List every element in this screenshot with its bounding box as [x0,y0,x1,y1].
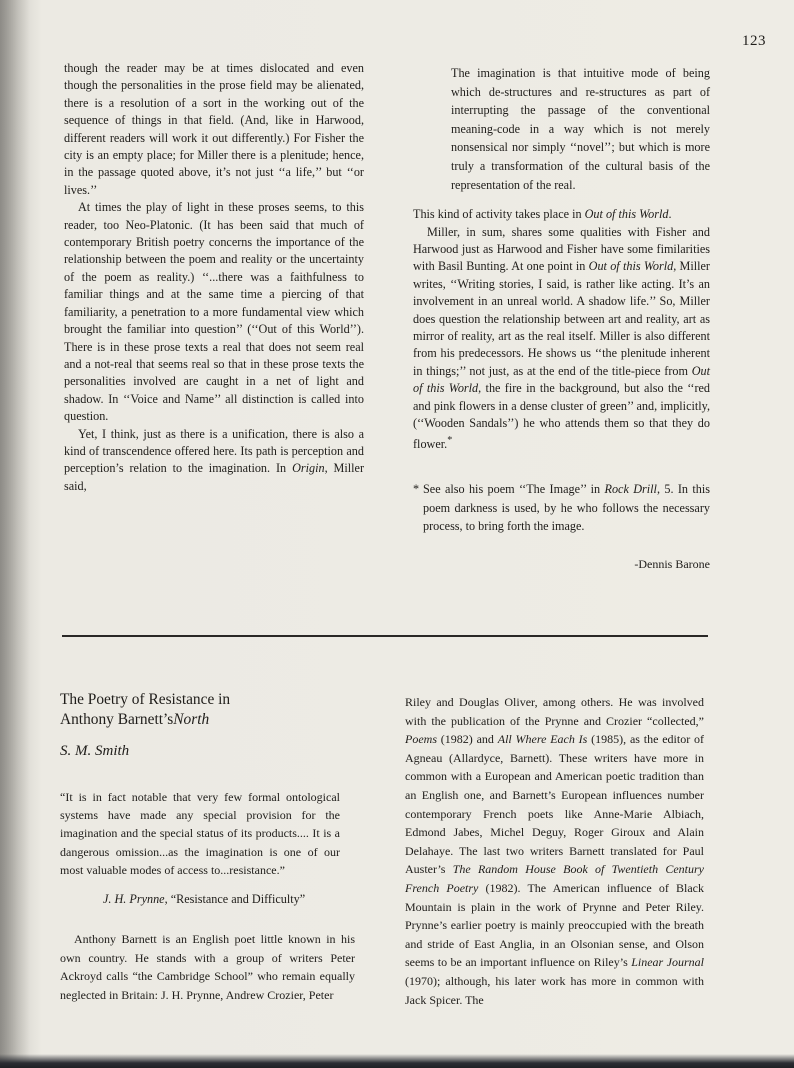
paragraph-text: In [276,461,293,476]
footnote-text [423,480,710,536]
paragraph-text: Miller, in sum, shares some qualities with Fisher and Harwood just as Harwood and Fisher have some fimilarities with Basil Bunting. At one point in [413,224,710,274]
gutter-shadow [0,0,30,1068]
italic-title: Out of this World [413,363,710,396]
epigraph-author: J. H. Prynne [103,892,165,906]
footnote-marker: * [447,435,453,447]
italic-title: All Where Each Is [497,732,588,747]
article-title [60,690,360,730]
block-quote [451,64,710,194]
epigraph-title: , “Resistance and Difficulty” [164,892,306,906]
article-author: S. M. Smith [60,743,130,759]
paragraph: though the reader may be at times dislocated and even though the personalities in the prose field may be alienated, there is a resolution of a sort in the working out of the sequence of things in that field. (And, like in Harwood, different readers will work it out differently.) For Fisher the city is an empty place; for Miller there is a plenitude; hence, in the passage quoted above, it’s not just ‘‘a life,’’ but ‘‘or lives.’’ [64,61,364,197]
paragraph-text: (1970); although, his later work has more in common with Jack Spicer. The [405,973,704,1007]
paragraph-text: . [668,207,672,222]
scan-bottom-edge [0,1054,794,1068]
epigraph-source [103,892,305,907]
paragraph: Anthony Barnett is an English poet little known in his own country. He stands with a group of writers Peter Ackroyd calls “the Cambridge School” who remain equally neglected in Britain: J. H. Prynne, Andrew Crozier, Peter [60,932,355,1002]
footnote-text-part: See also his poem ‘‘The Image’’ in [423,481,605,496]
italic-title: Out of this World [588,259,674,274]
signature: -Dennis Barone [634,556,710,571]
italic-title: Poems [405,732,437,747]
paragraph-text: (1982) and [437,732,498,747]
section-divider [62,635,708,637]
lower-left-column [60,930,355,1004]
article-title-line: The Poetry of Resistance in [60,691,231,708]
paragraph: At times the play of light in these proses seems, to this reader, too Neo-Platonic. (It has been said that much of contemporary British poetry concerns the importance of the relationship between the poem and reality or the uncertainty of the poem as reality.) ‘‘...there was a faithfulness to familiar things and at the same time a piercing of that familiarity, a penetration to a more fundamental view which brought the familiar into question’’ (‘‘Out of this World’’). There is in these prose texts a real that does not seem real and a not-real that seems real so that in these prose texts the personalities involved are caught in a net of light and shadow. In ‘‘Voice and Name’’ all distinction is called into question. [64,200,364,424]
italic-title: Linear Journal [631,955,704,970]
lower-right-column [405,693,704,1009]
upper-left-column [64,60,364,495]
paragraph-text: , Miller writes, ‘‘Writing stories, I said, is rather like acting. It’s an involvement in an unreal world. A shadow life.’’ So, Miller does question the relationship between art and reality, art as mirror of reality, art as the real itself. Miller is also different from his predecessors. He shows us ‘‘the plenitude inherent in things;’’ not just, as at the end of the title-piece from [413,259,710,378]
paragraph-text: Riley and Douglas Oliver, among others. He was involved with the publication of the Prynne and Crozier “collected,” [405,695,704,728]
page-number: 123 [742,33,766,49]
paragraph [413,206,710,223]
paragraph [64,426,364,496]
footnote-text-part: , 5. In this poem darkness is used, by he who follows the necessary process, to bring forth the image. [423,481,710,534]
footnote [413,480,710,536]
paragraph-text: (1985), as the editor of Agneau (Allardyce, Barnett). These writers have more in common with a European and American poetic tradition than an English one, and Barnett’s European influences number contemporary French poets like Anne-Marie Albiach, Edmond Jabes, Michel Deguy, Roger Giroux and Alain Delahaye. The last two writers Barnett translated for Paul Auster’s [405,732,704,877]
italic-title: North [173,711,210,728]
paragraph-text: , the fire in the background, but also the ‘‘red and pink flowers in a dense cluster of green’’ and, implicitly, (‘‘Wooden Sandals’’) he who attends them so that they do flower. [413,381,711,452]
italic-title: Out of this World [584,207,669,222]
footnote-mark: * [413,481,420,496]
paragraph [405,693,704,1009]
italic-title: Origin [292,461,325,476]
paragraph-text: This kind of activity takes place in [413,207,585,222]
italic-title: Rock Drill [604,481,657,496]
italic-title: The Random House Book of Twentieth Century French Poetry [405,862,704,895]
upper-right-column [413,60,710,573]
epigraph: “It is in fact notable that very few formal ontological systems have made any special provision for the imagination and the special status of its products.... It is a dangerous omission...as the imagination is one of our most valuable modes of access to...resistance.” [60,790,340,877]
article-title-line [60,710,360,730]
paragraph-text: (1982). The American influence of Black Mountain is plain in the work of Prynne and Peter Riley. Prynne’s earlier poetry is mainly preoccupied with the breath and stride of East Anglia, in an Olsonian sense, and Olson seems to be an important influence on Riley’s [405,880,704,970]
paragraph-text: , Miller said, [64,461,365,493]
paragraph [413,224,710,454]
paragraph-text: Yet, I think, just as there is a unification, there is also a kind of transcendence offered here. Its path is perception and perception’s relation to the imagination. [64,426,364,476]
article-title-text: Anthony Barnett’s [60,711,174,728]
block-quote-text: The imagination is that intuitive mode of being which de-structures and re-structures as part of interrupting the passage of the conventional meaning-code in a way which is not merely nonsensical nor simply ‘‘novel’’; but which is more truly a transformation of the cultural basis of the representation of the real. [451,66,710,192]
